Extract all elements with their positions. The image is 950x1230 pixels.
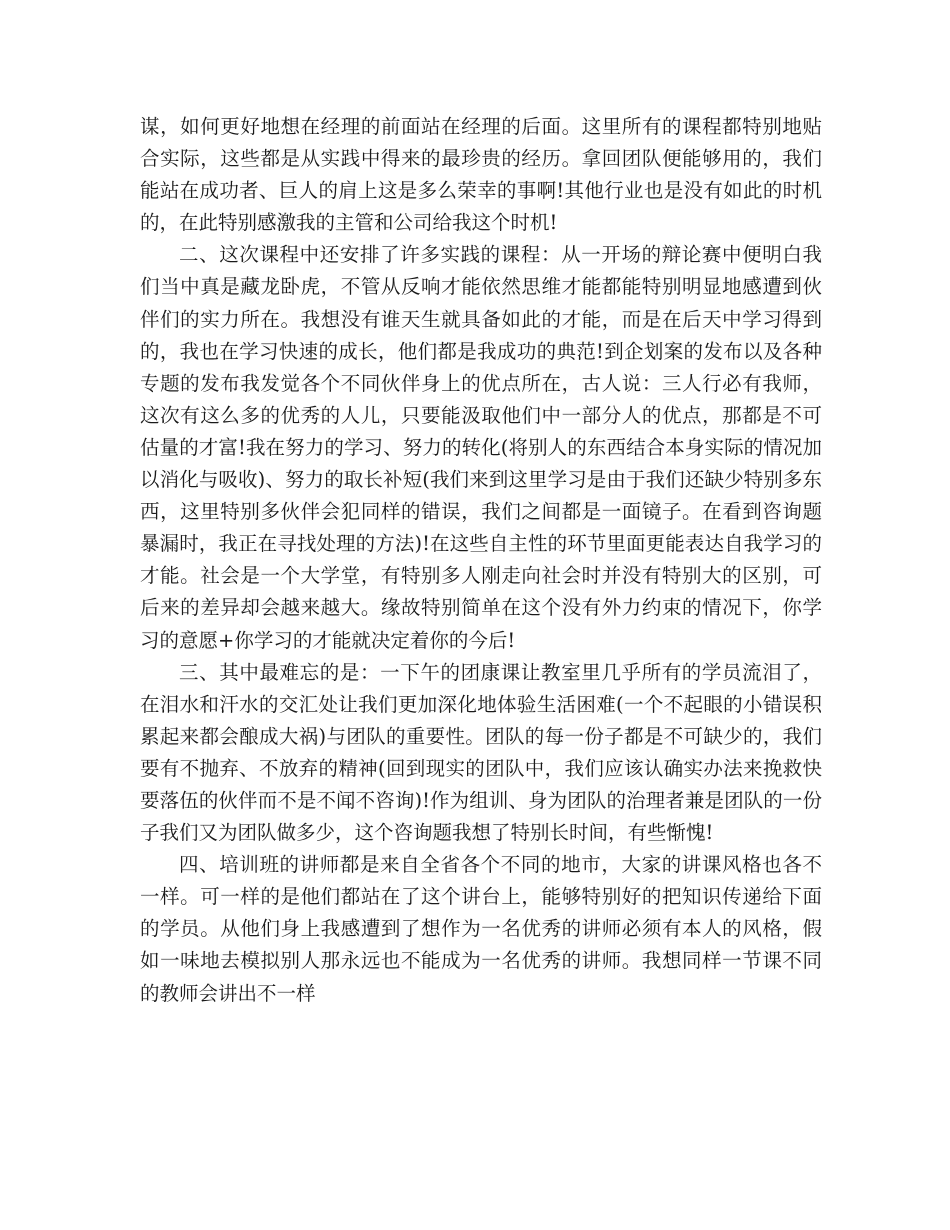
paragraph-section-three: 三、其中最难忘的是：一下午的团康课让教室里几乎所有的学员流泪了，在泪水和汗水的交汇处让我们更加深化地体验生活困难(一个不起眼的小错误积累起来都会酿成大祸)与团队的重要性。团队的每一份子都是不可缺少的，我们要有不抛弃、不放弃的精神(回到现实的团队中，我们应该认确实办法来挽救快要落伍的伙伴而不是不闻不咨询)!作为组训、身为团队的治理者兼是团队的一份子我们又为团队做多少，这个咨询题我想了特别长时间，有些惭愧! bbox=[140, 660, 822, 845]
paragraph-section-two: 二、这次课程中还安排了许多实践的课程：从一开场的辩论赛中便明白我们当中真是藏龙卧虎，不管从反响才能依然思维才能都能特别明显地感遭到伙伴们的实力所在。我想没有谁天生就具备如此的才能，而是在后天中学习得到的，我也在学习快速的成长，他们都是我成功的典范!到企划案的发布以及各种专题的发布我发觉各个不同伙伴身上的优点所在，古人说：三人行必有我师，这次有这么多的优秀的人儿，只要能汲取他们中一部分人的优点，那都是不可估量的才富!我在努力的学习、努力的转化(将别人的东西结合本身实际的情况加以消化与吸收)、努力的取长补短(我们来到这里学习是由于我们还缺少特别多东西，这里特别多伙伴会犯同样的错误，我们之间都是一面镜子。在看到咨询题暴漏时，我正在寻找处理的方法)!在这些自主性的环节里面更能表达自我学习的才能。社会是一个大学堂，有特别多人刚走向社会时并没有特别大的区别，可后来的差异却会越来越大。缘故特别简单在这个没有外力约束的情况下，你学习的意愿+你学习的才能就决定着你的今后! bbox=[140, 243, 822, 652]
document-body bbox=[140, 111, 822, 1010]
paragraph-section-four: 四、培训班的讲师都是来自全省各个不同的地市，大家的讲课风格也各不一样。可一样的是他们都站在了这个讲台上，能够特别好的把知识传递给下面的学员。从他们身上我感遭到了想作为一名优秀的讲师必须有本人的风格，假如一味地去模拟别人那永远也不能成为一名优秀的讲师。我想同样一节课不同的教师会讲出不一样 bbox=[140, 853, 822, 1005]
paragraph-continuation: 谋，如何更好地想在经理的前面站在经理的后面。这里所有的课程都特别地贴合实际，这些都是从实践中得来的最珍贵的经历。拿回团队便能够用的，我们能站在成功者、巨人的肩上这是多么荣幸的事啊!其他行业也是没有如此的时机的，在此特别感激我的主管和公司给我这个时机! bbox=[140, 115, 822, 235]
